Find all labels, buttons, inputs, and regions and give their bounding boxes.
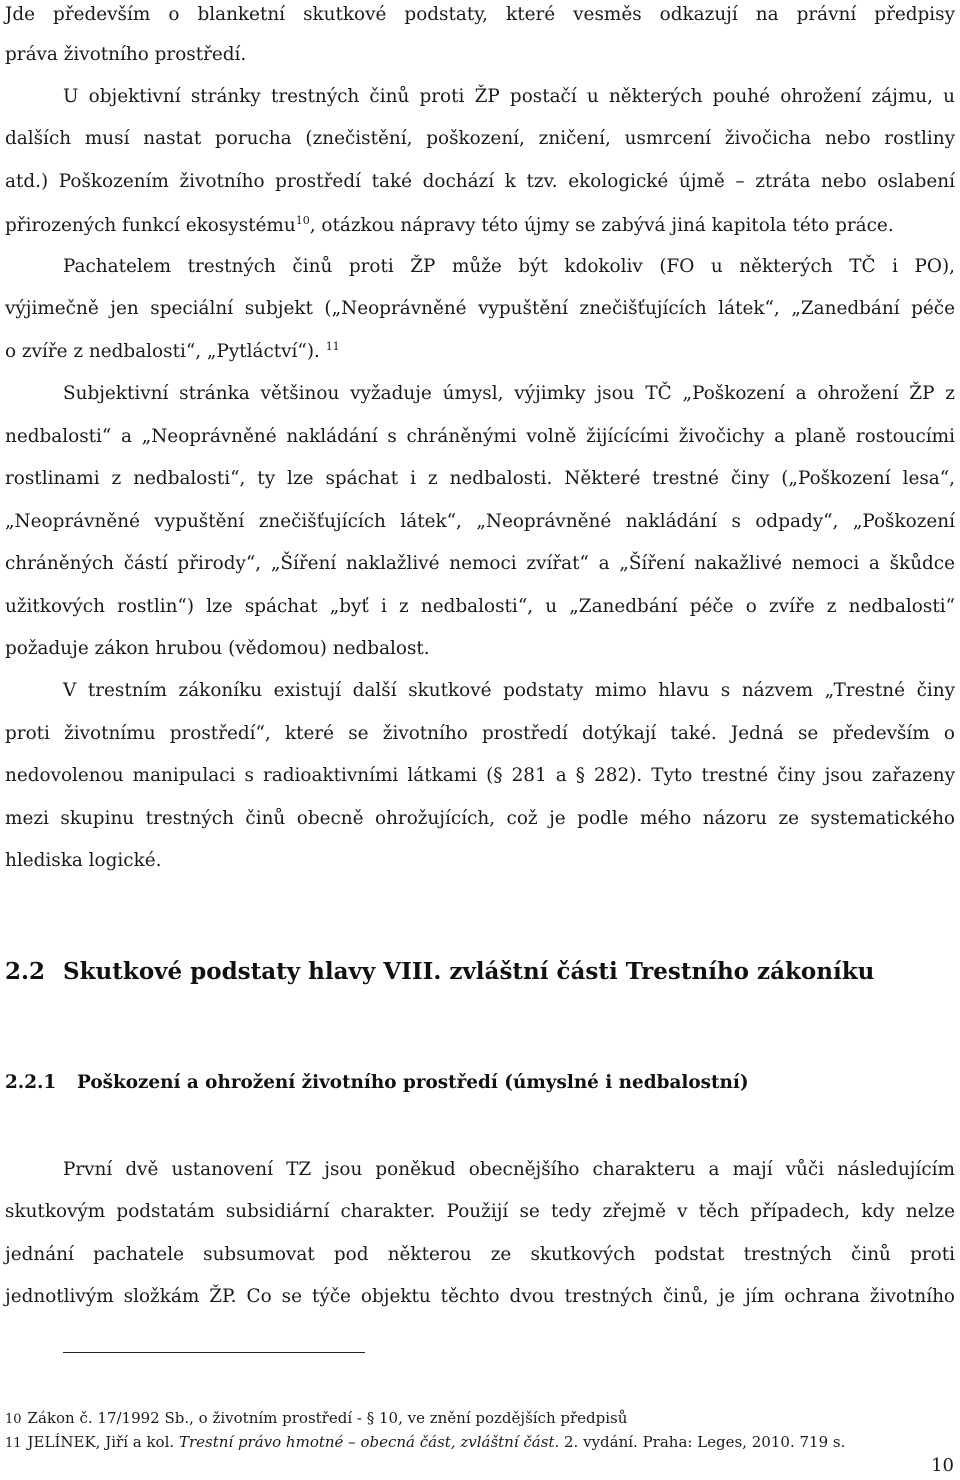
text-line: Subjektivní stránka většinou vyžaduje úmysl, výjimky jsou TČ „Poškození a ohrožení ŽP z <box>63 383 955 404</box>
footnote-separator <box>63 1352 365 1353</box>
footnote-number: 10 <box>5 1412 22 1427</box>
text-line: U objektivní stránky trestných činů proti ŽP postačí u některých pouhé ohrožení zájmu, u <box>63 86 955 107</box>
text-line: První dvě ustanovení TZ jsou poněkud obecnějšího charakteru a mají vůči následujícím <box>63 1159 955 1180</box>
text-span: , otázkou nápravy této újmy se zabývá jiná kapitola této práce. <box>309 215 894 236</box>
section-number: 2.2 <box>5 958 46 985</box>
text-line: Jde především o blanketní skutkové podstaty, které vesměs odkazují na právní předpisy <box>5 4 955 25</box>
text-line: výjimečně jen speciální subjekt („Neoprávněné vypuštění znečišťujících látek“, „Zanedbání péče <box>5 298 955 319</box>
text-line: dalších musí nastat porucha (znečistění, poškození, zničení, usmrcení živočicha nebo rostliny <box>5 128 955 149</box>
text-line <box>5 339 955 365</box>
text-line: atd.) Poškozením životního prostředí také dochází k tzv. ekologické újmě – ztráta nebo oslabení <box>5 171 955 192</box>
text-line: hlediska logické. <box>5 850 162 871</box>
text-line: jednotlivým složkám ŽP. Co se týče objektu těchto dvou trestných činů, je jím ochrana životního <box>5 1286 955 1307</box>
subsection-number: 2.2.1 <box>5 1072 57 1093</box>
text-line: proti životnímu prostředí“, které se životního prostředí dotýkají také. Jedná se především o <box>5 723 955 744</box>
text-line: práva životního prostředí. <box>5 44 247 65</box>
subsection-title: Poškození a ohrožení životního prostředí (úmyslné i nedbalostní) <box>77 1072 749 1093</box>
section-heading <box>5 958 874 985</box>
text-line: nedovolenou manipulaci s radioaktivními látkami (§ 281 a § 282). Tyto trestné činy jsou zařazeny <box>5 765 955 786</box>
text-line <box>5 213 955 239</box>
footnote-11 <box>5 1432 845 1454</box>
text-line: V trestním zákoníku existují další skutkové podstaty mimo hlavu s názvem „Trestné činy <box>63 680 955 701</box>
text-span: přirozených funkcí ekosystému <box>5 215 296 236</box>
text-line: rostlinami z nedbalosti“, ty lze spáchat i z nedbalosti. Některé trestné činy („Poškození lesa“, <box>5 468 955 489</box>
text-line: „Neoprávněné vypuštění znečišťujících látek“, „Neoprávněné nakládání s odpady“, „Poškození <box>5 511 955 532</box>
text-line: Pachatelem trestných činů proti ŽP může být kdokoliv (FO u některých TČ i PO), <box>63 256 955 277</box>
text-line: skutkovým podstatám subsidiární charakter. Použijí se tedy zřejmě v těch případech, kdy nelze <box>5 1201 955 1222</box>
page-number: 10 <box>931 1455 954 1476</box>
text-line: mezi skupinu trestných činů obecně ohrožujících, což je podle mého názoru ze systematického <box>5 808 955 829</box>
footnote-title: Trestní právo hmotné – obecná část, zvláštní část. <box>178 1433 560 1451</box>
subsection-heading <box>5 1072 749 1093</box>
footnote-ref-11: 11 <box>325 340 340 353</box>
text-span: o zvíře z nedbalosti“, „Pytláctví“). <box>5 341 326 362</box>
text-line: užitkových rostlin“) lze spáchat „byť i z nedbalosti“, u „Zanedbání péče o zvíře z nedbalosti“ <box>5 596 955 617</box>
footnote-rest: 2. vydání. Praha: Leges, 2010. 719 s. <box>559 1433 846 1451</box>
text-line: chráněných částí přirody“, „Šíření naklažlivé nemoci zvířat“ a „Šíření nakažlivé nemoci a škůdce <box>5 553 955 574</box>
section-title: Skutkové podstaty hlavy VIII. zvláštní části Trestního zákoníku <box>63 958 875 985</box>
footnote-number: 11 <box>5 1436 22 1451</box>
footnote-ref-10: 10 <box>295 214 310 227</box>
footnote-author: JELÍNEK, Jiří a kol. <box>27 1433 179 1451</box>
footnote-text: Zákon č. 17/1992 Sb., o životním prostředí - § 10, ve znění pozdějších předpisů <box>27 1409 628 1427</box>
text-line: požaduje zákon hrubou (vědomou) nedbalost. <box>5 638 430 659</box>
footnote-10 <box>5 1408 627 1430</box>
text-line: jednání pachatele subsumovat pod některou ze skutkových podstat trestných činů proti <box>5 1244 955 1265</box>
text-line: nedbalosti“ a „Neoprávněné nakládání s chráněnými volně žijícícími živočichy a planě rostoucími <box>5 426 955 447</box>
